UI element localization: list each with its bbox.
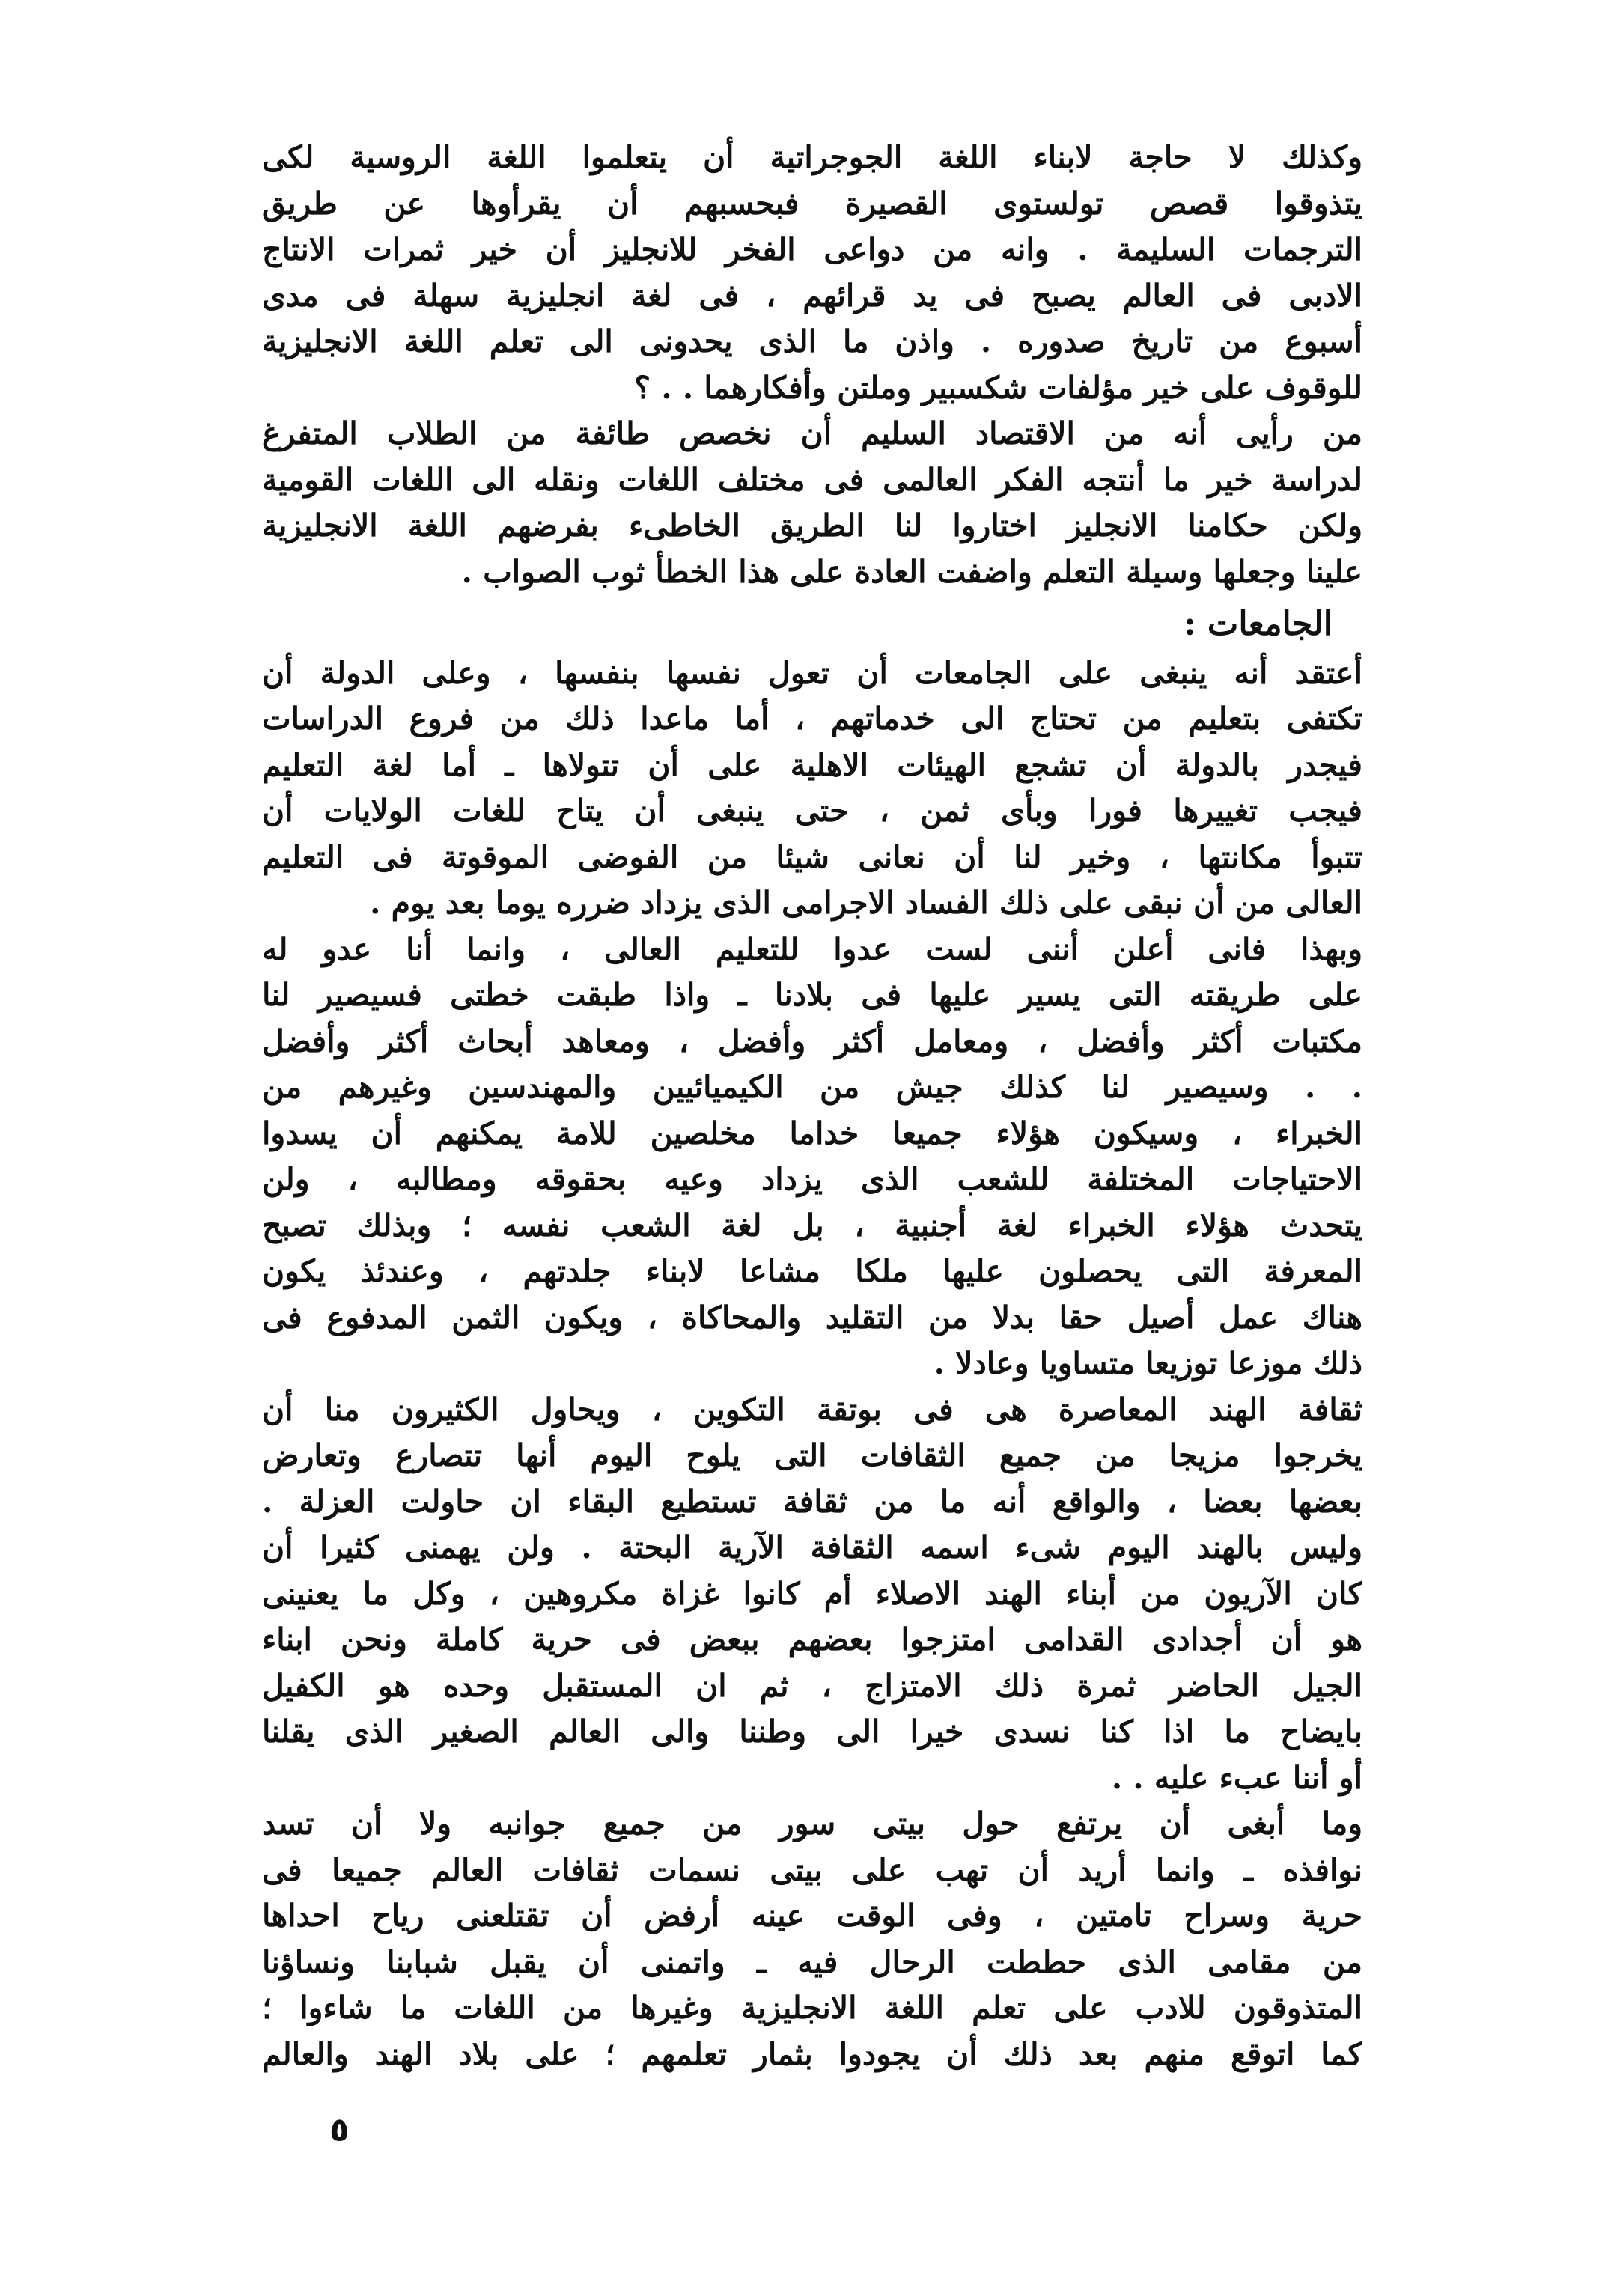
text-line: ولكن حكامنا الانجليز اختاروا لنا الطريق الخاطىء بفرضهم اللغة الانجليزية — [262, 508, 1362, 543]
text-line: يتذوقوا قصص تولستوى القصيرة فبحسبهم أن يقرأوها عن طريق — [262, 185, 1362, 222]
text-line: أسبوع من تاريخ صدوره . واذن ما الذى يحدونى الى تعلم اللغة الانجليزية — [262, 323, 1362, 359]
text-line: مكتبات أكثر وأفضل ، ومعامل أكثر وأفضل ، ومعاهد أبحاث أكثر وأفضل — [262, 1023, 1362, 1059]
text-line: كان الآريون من أبناء الهند الاصلاء أم كانوا غزاة مكروهين ، وكل ما يعنينى — [262, 1575, 1362, 1612]
text-line: للوقوف على خير مؤلفات شكسبير وملتن وأفكارهما . . ؟ — [634, 369, 1362, 406]
text-line: على طريقته التى يسير عليها فى بلادنا ـ واذا طبقت خطتى فسيصير لنا — [262, 977, 1362, 1013]
text-line: علينا وجعلها وسيلة التعلم واضفت العادة على هذا الخطأ ثوب الصواب . — [461, 553, 1362, 590]
text-line: تتبوأ مكانتها ، وخير لنا أن نعانى شيئا من الفوضى الموقوتة فى التعليم — [262, 838, 1362, 875]
text-line: هناك عمل أصيل حقا بدلا من التقليد والمحاكاة ، ويكون الثمن المدفوع فى — [262, 1299, 1362, 1336]
text-line: بعضها بعضا ، والواقع أنه ما من ثقافة تستطيع البقاء ان حاولت العزلة . — [262, 1483, 1362, 1520]
section-heading: الجامعات : — [1184, 605, 1333, 643]
text-line: نوافذه ـ وانما أريد أن تهب على بيتى نسمات ثقافات العالم جميعا فى — [262, 1851, 1362, 1888]
text-line: فيجب تغييرها فورا وبأى ثمن ، حتى ينبغى أن يتاح للغات الولايات أن — [262, 793, 1362, 829]
text-line: هو أن أجدادى القدامى امتزجوا بعضهم ببعض فى حرية كاملة ونحن ابناء — [262, 1621, 1362, 1657]
text-line: . . وسيصير لنا كذلك جيش من الكيميائيين والمهندسين وغيرهم من — [262, 1069, 1362, 1105]
text-line: كما اتوقع منهم بعد ذلك أن يجودوا بثمار تعلمهم ؛ على بلاد الهند والعالم — [262, 2035, 1362, 2072]
text-line: تكتفى بتعليم من تحتاج الى خدماتهم ، أما ماعدا ذلك من فروع الدراسات — [262, 701, 1362, 737]
text-line: وليس بالهند اليوم شىء اسمه الثقافة الآرية البحتة . ولن يهمنى كثيرا أن — [262, 1529, 1362, 1565]
text-line: أعتقد أنه ينبغى على الجامعات أن تعول نفسها بنفسها ، وعلى الدولة أن — [262, 654, 1362, 691]
text-line: بايضاح ما اذا كنا نسدى خيرا الى وطننا والى العالم الصغير الذى يقلنا — [262, 1714, 1362, 1750]
text-line: أو أننا عبء عليه . . — [1111, 1759, 1362, 1796]
text-line: يخرجوا مزيجا من جميع الثقافات التى يلوح اليوم أنها تتصارع وتعارض — [262, 1437, 1362, 1473]
text-line: لدراسة خير ما أنتجه الفكر العالمى فى مختلف اللغات ونقله الى اللغات القومية — [262, 461, 1362, 498]
text-line: الاحتياجات المختلفة للشعب الذى يزداد وعيه بحقوقه ومطالبه ، ولن — [262, 1161, 1362, 1197]
text-line: فيجدر بالدولة أن تشجع الهيئات الاهلية على أن تتولاها ـ أما لغة التعليم — [262, 746, 1362, 783]
text-line: المتذوقون للادب على تعلم اللغة الانجليزية وغيرها من اللغات ما شاءوا ؛ — [262, 1990, 1362, 2026]
text-line: يتحدث هؤلاء الخبراء لغة أجنبية ، بل لغة الشعب نفسه ؛ وبذلك تصبح — [262, 1207, 1362, 1243]
text-line: وكذلك لا حاجة لابناء اللغة الجوجراتية أن يتعلموا اللغة الروسية لكى — [262, 139, 1362, 175]
text-line: من مقامى الذى حططت الرحال فيه ـ واتمنى أن يقبل شبابنا ونساؤنا — [262, 1943, 1362, 1980]
text-line: الادبى فى العالم يصبح فى يد قرائهم ، فى لغة انجليزية سهلة فى مدى — [262, 277, 1362, 314]
text-line: وبهذا فانى أعلن أننى لست عدوا للتعليم العالى ، وانما أنا عدو له — [262, 931, 1362, 967]
page-number: ٥ — [329, 2111, 350, 2149]
text-line: وما أبغى أن يرتفع حول بيتى سور من جميع جوانبه ولا أن تسد — [262, 1806, 1362, 1842]
text-line: العالى من أن نبقى على ذلك الفساد الاجرامى الذى يزداد ضرره يوما بعد يوم . — [370, 885, 1362, 921]
text-line: الجيل الحاضر ثمرة ذلك الامتزاج ، ثم ان المستقبل وحده هو الكفيل — [262, 1667, 1362, 1704]
body-text — [262, 135, 1362, 2077]
text-line: المعرفة التى يحصلون عليها ملكا مشاعا لابناء جلدتهم ، وعندئذ يكون — [262, 1253, 1362, 1289]
text-line: من رأيى أنه من الاقتصاد السليم أن نخصص طائفة من الطلاب المتفرغ — [262, 415, 1362, 451]
text-line: ثقافة الهند المعاصرة هى فى بوتقة التكوين ، ويحاول الكثيرون منا أن — [262, 1391, 1362, 1428]
text-line: حرية وسراح تامتين ، وفى الوقت عينه أرفض أن تقتلعنى رياح احداها — [262, 1898, 1362, 1934]
text-line: الترجمات السليمة . وانه من دواعى الفخر للانجليز أن خير ثمرات الانتاج — [262, 231, 1362, 267]
text-line: الخبراء ، وسيكون هؤلاء جميعا خداما مخلصين للامة يمكنهم أن يسدوا — [262, 1115, 1362, 1151]
text-line: ذلك موزعا توزيعا متساويا وعادلا . — [934, 1345, 1362, 1381]
